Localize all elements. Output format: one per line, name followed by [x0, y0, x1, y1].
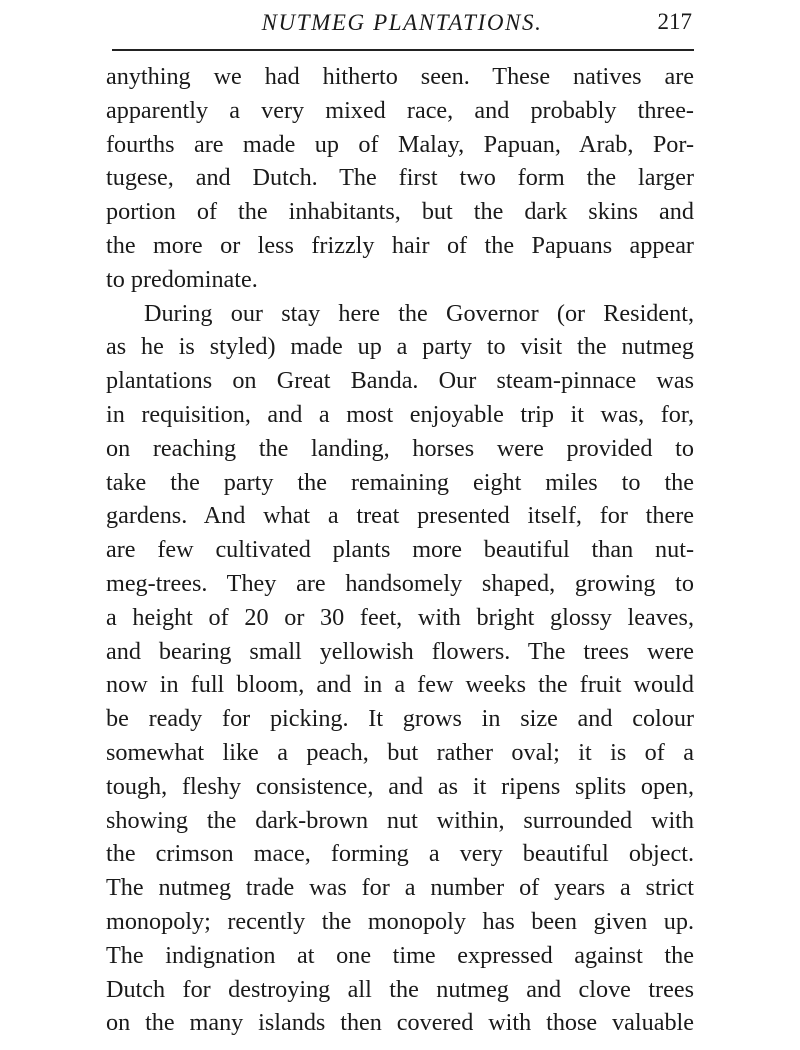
text-line: During our stay here the Governor (or Resident, — [144, 299, 694, 327]
text-line: the crimson mace, forming a very beautiful object. — [106, 840, 694, 868]
text-line: a height of 20 or 30 feet, with bright glossy leaves, — [106, 603, 694, 631]
text-line: on the many islands then covered with those valuable — [106, 1009, 694, 1037]
text-line: now in full bloom, and in a few weeks the fruit would — [106, 671, 694, 699]
text-line: fourths are made up of Malay, Papuan, Arab, Por- — [106, 130, 694, 158]
text-line: meg-trees. They are handsomely shaped, growing to — [106, 569, 694, 597]
text-line: The indignation at one time expressed against the — [106, 941, 694, 969]
text-line: tugese, and Dutch. The first two form the larger — [106, 164, 694, 192]
text-line: are few cultivated plants more beautiful than nut- — [106, 536, 694, 564]
page-header — [108, 8, 696, 44]
text-line: monopoly; recently the monopoly has been given up. — [106, 907, 694, 935]
text-line: showing the dark-brown nut within, surrounded with — [106, 806, 694, 834]
paragraph-2 — [106, 297, 694, 1041]
text-line: to predominate. — [106, 265, 258, 293]
text-line: The nutmeg trade was for a number of years a strict — [106, 874, 694, 902]
text-line: gardens. And what a treat presented itself, for there — [106, 502, 694, 530]
text-line: as he is styled) made up a party to visit the nutmeg — [106, 333, 694, 361]
running-title: NUTMEG PLANTATIONS. — [261, 10, 543, 35]
page-number: 217 — [657, 9, 692, 34]
paragraph-1 — [106, 60, 694, 297]
text-line: plantations on Great Banda. Our steam-pinnace was — [106, 367, 694, 395]
text-line: and bearing small yellowish flowers. The trees were — [106, 637, 694, 665]
body-text — [106, 60, 694, 1040]
text-line: anything we had hitherto seen. These natives are — [106, 63, 694, 90]
text-line: portion of the inhabitants, but the dark skins and — [106, 198, 694, 226]
text-line: take the party the remaining eight miles to the — [106, 468, 694, 496]
text-line: the more or less frizzly hair of the Papuans appear — [106, 231, 694, 259]
text-line: in requisition, and a most enjoyable trip it was, for, — [106, 400, 694, 428]
text-line: on reaching the landing, horses were provided to — [106, 434, 694, 462]
text-line: tough, fleshy consistence, and as it ripens splits open, — [106, 772, 694, 800]
text-line: be ready for picking. It grows in size and colour — [106, 705, 694, 733]
text-line: apparently a very mixed race, and probably three- — [106, 96, 694, 124]
text-line: Dutch for destroying all the nutmeg and clove trees — [106, 975, 694, 1003]
header-rule — [112, 49, 694, 51]
text-line: somewhat like a peach, but rather oval; it is of a — [106, 738, 694, 766]
